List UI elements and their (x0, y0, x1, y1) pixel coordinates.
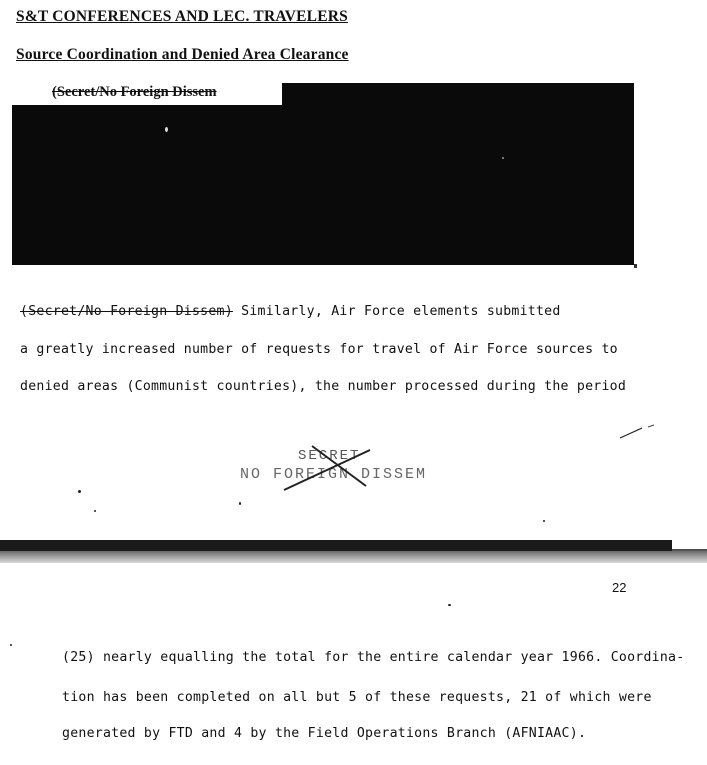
stamp-line-secret: SECRET (298, 448, 361, 464)
scan-speck (10, 644, 12, 646)
page-break-shadow (0, 551, 707, 563)
classification-marking-redacted: (Secret/No Foreign Dissem (52, 84, 217, 100)
paragraph-line: a greatly increased number of requests for travel of Air Force sources to (20, 342, 618, 357)
paragraph-line: denied areas (Communist countries), the number processed during the period (20, 379, 627, 394)
section-title: S&T CONFERENCES AND LEC. TRAVELERS (16, 8, 348, 25)
paragraph-line: generated by FTD and 4 by the Field Operations Branch (AFNIAAC). (62, 726, 587, 741)
scan-speck (165, 127, 168, 132)
scan-speck (94, 510, 96, 512)
page-break-bar (0, 540, 672, 551)
classification-marking: (Secret/No Foreign Dissem) (20, 304, 233, 319)
scan-speck (239, 502, 241, 505)
paragraph-line: (25) nearly equalling the total for the entire calendar year 1966. Coordina- (62, 650, 685, 665)
stamp-line-dissem: NO FOREIGN DISSEM (240, 466, 428, 483)
paragraph-line (20, 304, 561, 319)
section-subtitle: Source Coordination and Denied Area Clearance (16, 46, 349, 63)
scan-speck (543, 520, 545, 522)
page-number: 22 (612, 580, 627, 595)
cross-out-mark (276, 444, 386, 494)
pen-stroke-mark (618, 424, 656, 440)
classification-stamp (236, 446, 436, 498)
redaction-edge-mark (634, 264, 637, 268)
paragraph-line-text: Similarly, Air Force elements submitted (241, 304, 561, 319)
redaction-block (12, 83, 634, 265)
scan-speck (78, 490, 81, 493)
paragraph-line: tion has been completed on all but 5 of these requests, 21 of which were (62, 690, 652, 705)
scan-speck (502, 157, 504, 159)
scan-speck (448, 604, 451, 606)
